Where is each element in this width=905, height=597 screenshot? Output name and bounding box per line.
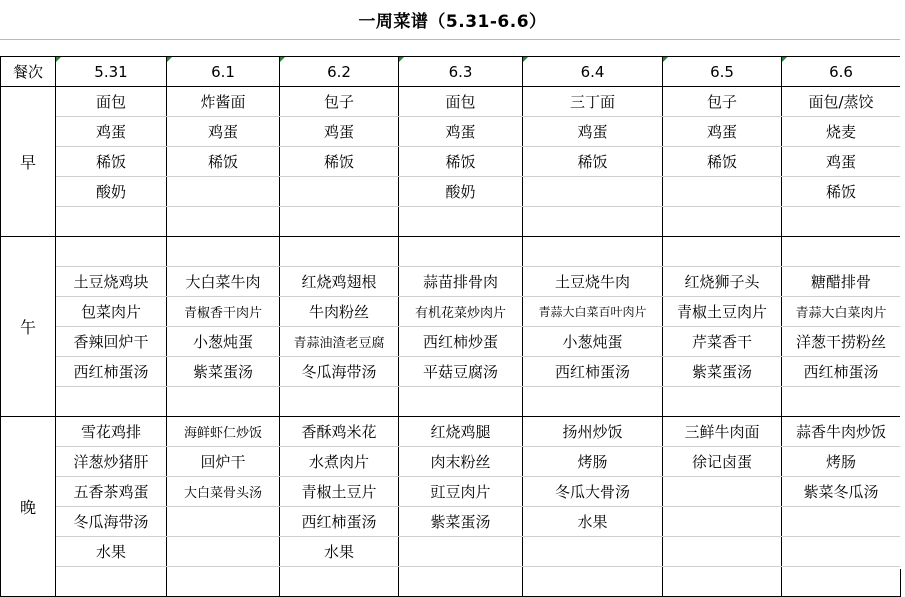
menu-cell[interactable]: 酸奶	[56, 177, 167, 207]
menu-cell[interactable]: 水果	[523, 507, 663, 537]
menu-cell[interactable]: 红烧鸡腿	[399, 417, 523, 447]
menu-cell[interactable]: 包子	[280, 87, 399, 117]
menu-cell[interactable]	[782, 237, 901, 267]
menu-cell[interactable]: 青蒜大白菜百叶肉片	[523, 297, 663, 327]
menu-cell[interactable]: 洋葱干捞粉丝	[782, 327, 901, 357]
lunch-row	[1, 267, 901, 297]
dinner-row	[1, 567, 901, 597]
menu-cell[interactable]: 冬瓜海带汤	[280, 357, 399, 387]
dinner-row	[1, 477, 901, 507]
menu-cell[interactable]: 香酥鸡米花	[280, 417, 399, 447]
menu-cell[interactable]: 青椒土豆肉片	[663, 297, 782, 327]
menu-cell[interactable]: 鸡蛋	[399, 117, 523, 147]
menu-cell[interactable]: 炸酱面	[167, 87, 280, 117]
lunch-row	[1, 237, 901, 267]
menu-cell[interactable]: 紫菜蛋汤	[663, 357, 782, 387]
menu-cell[interactable]: 牛肉粉丝	[280, 297, 399, 327]
day-header-6.3[interactable]: 6.3	[399, 57, 523, 87]
menu-cell[interactable]: 水果	[56, 537, 167, 567]
menu-cell[interactable]	[782, 387, 901, 417]
menu-cell[interactable]	[663, 177, 782, 207]
menu-cell[interactable]: 香辣回炉干	[56, 327, 167, 357]
menu-cell[interactable]: 烤肠	[782, 447, 901, 477]
menu-cell[interactable]	[56, 567, 167, 597]
menu-cell[interactable]: 面包	[399, 87, 523, 117]
page-title[interactable]: 一周菜谱（5.31-6.6）	[0, 0, 905, 40]
menu-cell[interactable]: 蒜香牛肉炒饭	[782, 417, 901, 447]
menu-cell[interactable]: 紫菜冬瓜汤	[782, 477, 901, 507]
lunch-row	[1, 297, 901, 327]
menu-cell[interactable]	[167, 537, 280, 567]
menu-cell[interactable]: 包菜肉片	[56, 297, 167, 327]
menu-cell[interactable]: 稀饭	[399, 147, 523, 177]
menu-cell[interactable]: 稀饭	[280, 147, 399, 177]
menu-cell[interactable]: 肉末粉丝	[399, 447, 523, 477]
sheet-edge	[900, 0, 905, 569]
menu-cell[interactable]	[782, 537, 901, 567]
menu-cell[interactable]: 青蒜大白菜肉片	[782, 297, 901, 327]
menu-cell[interactable]	[663, 387, 782, 417]
menu-cell[interactable]: 烧麦	[782, 117, 901, 147]
menu-cell[interactable]	[663, 237, 782, 267]
menu-cell[interactable]: 稀饭	[56, 147, 167, 177]
menu-cell[interactable]	[56, 237, 167, 267]
menu-cell[interactable]	[280, 207, 399, 237]
menu-cell[interactable]: 水煮肉片	[280, 447, 399, 477]
menu-cell[interactable]	[399, 387, 523, 417]
menu-cell[interactable]: 青椒土豆片	[280, 477, 399, 507]
menu-cell[interactable]: 西红柿炒蛋	[399, 327, 523, 357]
meal-label-dinner[interactable]: 晚	[1, 417, 56, 597]
menu-cell[interactable]: 五香茶鸡蛋	[56, 477, 167, 507]
dinner-row	[1, 507, 901, 537]
breakfast-row	[1, 147, 901, 177]
menu-cell[interactable]: 包子	[663, 87, 782, 117]
meal-column-header[interactable]: 餐次	[1, 57, 56, 87]
menu-cell[interactable]: 西红柿蛋汤	[56, 357, 167, 387]
breakfast-row	[1, 207, 901, 237]
menu-cell[interactable]: 冬瓜大骨汤	[523, 477, 663, 507]
menu-cell[interactable]: 酸奶	[399, 177, 523, 207]
menu-cell[interactable]: 小葱炖蛋	[167, 327, 280, 357]
menu-cell[interactable]	[523, 237, 663, 267]
menu-table	[0, 56, 901, 597]
menu-cell[interactable]: 鸡蛋	[56, 117, 167, 147]
menu-cell[interactable]: 西红柿蛋汤	[523, 357, 663, 387]
meal-label-lunch[interactable]: 午	[1, 237, 56, 417]
menu-cell[interactable]	[56, 387, 167, 417]
day-header-5.31[interactable]: 5.31	[56, 57, 167, 87]
menu-cell[interactable]: 紫菜蛋汤	[399, 507, 523, 537]
menu-cell[interactable]	[523, 177, 663, 207]
menu-cell[interactable]	[782, 507, 901, 537]
menu-cell[interactable]: 糖醋排骨	[782, 267, 901, 297]
menu-cell[interactable]	[399, 207, 523, 237]
menu-cell[interactable]: 青蒜油渣老豆腐	[280, 327, 399, 357]
menu-cell[interactable]: 鸡蛋	[523, 117, 663, 147]
menu-cell[interactable]: 红烧狮子头	[663, 267, 782, 297]
menu-cell[interactable]	[280, 177, 399, 207]
menu-cell[interactable]: 紫菜蛋汤	[167, 357, 280, 387]
menu-cell[interactable]: 海鲜虾仁炒饭	[167, 417, 280, 447]
menu-cell[interactable]	[523, 207, 663, 237]
menu-cell[interactable]: 鸡蛋	[280, 117, 399, 147]
menu-cell[interactable]: 鸡蛋	[782, 147, 901, 177]
menu-cell[interactable]: 稀饭	[663, 147, 782, 177]
menu-cell[interactable]: 稀饭	[782, 177, 901, 207]
menu-cell[interactable]: 雪花鸡排	[56, 417, 167, 447]
menu-cell[interactable]	[782, 567, 901, 597]
menu-cell[interactable]	[167, 207, 280, 237]
breakfast-row	[1, 177, 901, 207]
menu-cell[interactable]: 土豆烧牛肉	[523, 267, 663, 297]
menu-cell[interactable]: 土豆烧鸡块	[56, 267, 167, 297]
menu-cell[interactable]: 三丁面	[523, 87, 663, 117]
menu-cell[interactable]: 有机花菜炒肉片	[399, 297, 523, 327]
header-row	[1, 57, 901, 87]
menu-cell[interactable]: 面包/蒸饺	[782, 87, 901, 117]
menu-cell[interactable]: 面包	[56, 87, 167, 117]
menu-cell[interactable]	[167, 387, 280, 417]
breakfast-row	[1, 87, 901, 117]
menu-cell[interactable]: 芹菜香干	[663, 327, 782, 357]
menu-cell[interactable]: 鸡蛋	[167, 117, 280, 147]
menu-cell[interactable]	[663, 567, 782, 597]
menu-cell[interactable]: 西红柿蛋汤	[280, 507, 399, 537]
menu-cell[interactable]: 回炉干	[167, 447, 280, 477]
menu-cell[interactable]	[56, 207, 167, 237]
menu-cell[interactable]: 扬州炒饭	[523, 417, 663, 447]
menu-cell[interactable]	[399, 237, 523, 267]
menu-cell[interactable]	[280, 567, 399, 597]
day-header-6.2[interactable]: 6.2	[280, 57, 399, 87]
menu-cell[interactable]	[523, 387, 663, 417]
menu-cell[interactable]: 小葱炖蛋	[523, 327, 663, 357]
menu-cell[interactable]	[399, 567, 523, 597]
lunch-row	[1, 327, 901, 357]
menu-cell[interactable]: 冬瓜海带汤	[56, 507, 167, 537]
lunch-row	[1, 357, 901, 387]
meal-label-breakfast[interactable]: 早	[1, 87, 56, 237]
dinner-row	[1, 417, 901, 447]
menu-cell[interactable]	[280, 387, 399, 417]
menu-cell[interactable]: 三鲜牛肉面	[663, 417, 782, 447]
menu-cell[interactable]: 平菇豆腐汤	[399, 357, 523, 387]
menu-cell[interactable]	[663, 537, 782, 567]
menu-cell[interactable]: 豇豆肉片	[399, 477, 523, 507]
menu-cell[interactable]	[663, 207, 782, 237]
menu-cell[interactable]: 大白菜骨头汤	[167, 477, 280, 507]
menu-cell[interactable]	[663, 507, 782, 537]
menu-cell[interactable]: 洋葱炒猪肝	[56, 447, 167, 477]
menu-cell[interactable]: 红烧鸡翅根	[280, 267, 399, 297]
menu-cell[interactable]: 蒜苗排骨肉	[399, 267, 523, 297]
day-header-6.1[interactable]: 6.1	[167, 57, 280, 87]
menu-cell[interactable]	[523, 537, 663, 567]
day-header-6.4[interactable]: 6.4	[523, 57, 663, 87]
menu-cell[interactable]: 青椒香干肉片	[167, 297, 280, 327]
menu-cell[interactable]	[167, 237, 280, 267]
menu-cell[interactable]: 鸡蛋	[663, 117, 782, 147]
menu-cell[interactable]	[523, 567, 663, 597]
menu-cell[interactable]: 西红柿蛋汤	[782, 357, 901, 387]
menu-cell[interactable]: 水果	[280, 537, 399, 567]
menu-cell[interactable]: 烤肠	[523, 447, 663, 477]
empty-row[interactable]	[0, 39, 905, 57]
menu-cell[interactable]	[167, 177, 280, 207]
menu-cell[interactable]: 大白菜牛肉	[167, 267, 280, 297]
menu-cell[interactable]	[280, 237, 399, 267]
menu-cell[interactable]	[782, 207, 901, 237]
dinner-row	[1, 447, 901, 477]
menu-cell[interactable]	[399, 537, 523, 567]
menu-cell[interactable]	[663, 477, 782, 507]
menu-cell[interactable]: 徐记卤蛋	[663, 447, 782, 477]
lunch-row	[1, 387, 901, 417]
day-header-6.6[interactable]: 6.6	[782, 57, 901, 87]
breakfast-row	[1, 117, 901, 147]
menu-cell[interactable]: 稀饭	[523, 147, 663, 177]
day-header-6.5[interactable]: 6.5	[663, 57, 782, 87]
dinner-row	[1, 537, 901, 567]
menu-cell[interactable]	[167, 567, 280, 597]
menu-cell[interactable]: 稀饭	[167, 147, 280, 177]
menu-cell[interactable]	[167, 507, 280, 537]
